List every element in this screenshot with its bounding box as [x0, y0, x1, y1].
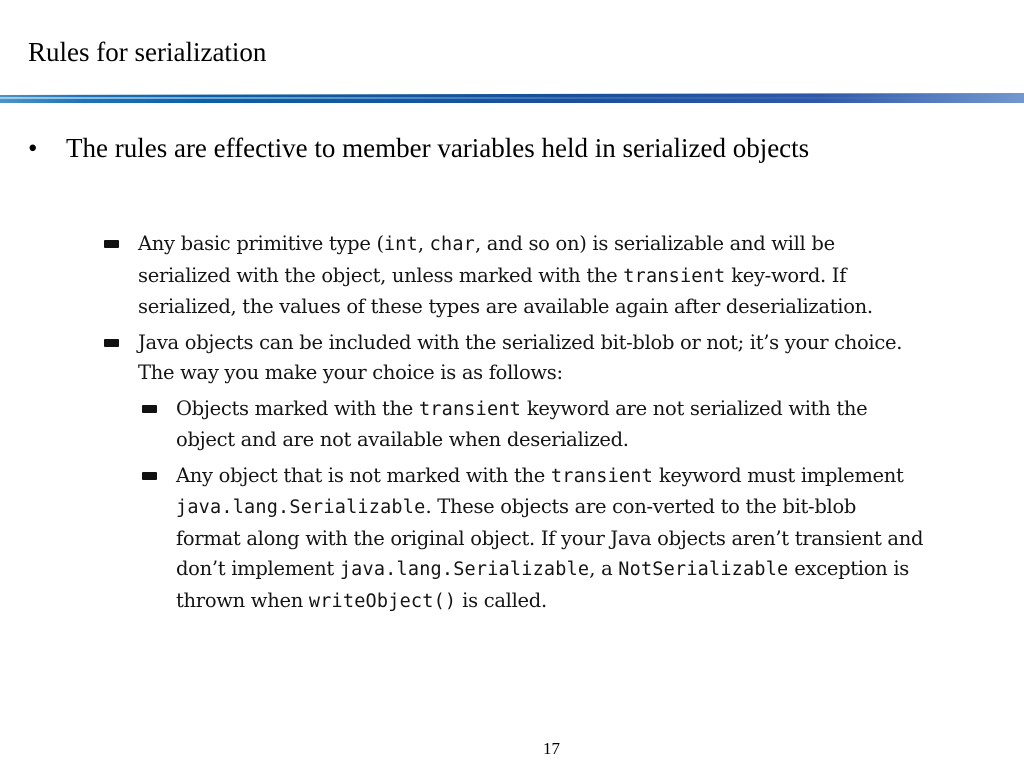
- sub-item-transient-objects: [142, 394, 924, 456]
- square-bullet-icon: [142, 405, 157, 413]
- bullet-dot: •: [28, 133, 38, 163]
- slide-title: Rules for serialization: [28, 37, 267, 67]
- code-int: int: [383, 234, 418, 255]
- text-run: Java objects can be included with the serialized bit-blob or not; it’s your choice. The way you make your choice is as follows:: [138, 330, 903, 384]
- code-transient: transient: [550, 465, 653, 487]
- text-run: exception is thrown when: [176, 557, 909, 612]
- list-item-text: [176, 394, 924, 456]
- list-item-text: [176, 461, 924, 618]
- page-number: 17: [543, 739, 560, 758]
- square-bullet-icon: [104, 240, 119, 248]
- text-run: Any object that is not marked with the: [176, 463, 551, 487]
- text-run: keyword must implement: [652, 463, 904, 487]
- text-run: keyword are not serialized with the object and are not available when deserialized.: [176, 396, 868, 451]
- code-notserializable: NotSerializable: [618, 559, 789, 580]
- title-underline-highlight: [0, 97, 1024, 99]
- text-run: , and so on) is serializable and will be serialized with the object, unless marked with the: [138, 232, 835, 287]
- text-run: ,: [417, 232, 430, 255]
- text-run: is called.: [456, 588, 547, 612]
- code-transient: transient: [623, 265, 726, 287]
- text-run: , a: [589, 557, 619, 580]
- code-transient: transient: [418, 398, 521, 420]
- square-bullet-icon: [104, 339, 119, 347]
- list-item-text: [138, 328, 924, 389]
- code-char: char: [429, 234, 475, 255]
- text-run: Objects marked with the: [176, 396, 419, 420]
- list-item-java-objects: [104, 328, 924, 389]
- list-item-primitive-types: [104, 229, 924, 323]
- sub-item-serializable-objects: [142, 461, 924, 618]
- main-bullet: [28, 128, 948, 168]
- square-bullet-icon: [142, 472, 157, 480]
- text-run: key-word. If serialized, the values of these types are available again after deserialization.: [138, 263, 873, 318]
- book-excerpt: [104, 229, 924, 622]
- main-bullet-text: The rules are effective to member variables held in serialized objects: [66, 133, 810, 163]
- code-writeobject: writeObject(): [308, 590, 457, 612]
- code-java-lang-serializable: java.lang.Serializable: [176, 497, 426, 518]
- text-run: Any basic primitive type (: [138, 232, 384, 255]
- text-run: . These objects are con-verted to the bit-blob format along with the original object. If your Java objects aren’t transient and don’t implement: [176, 495, 924, 580]
- code-java-lang-serializable: java.lang.Serializable: [339, 559, 590, 580]
- list-item-text: [138, 229, 924, 323]
